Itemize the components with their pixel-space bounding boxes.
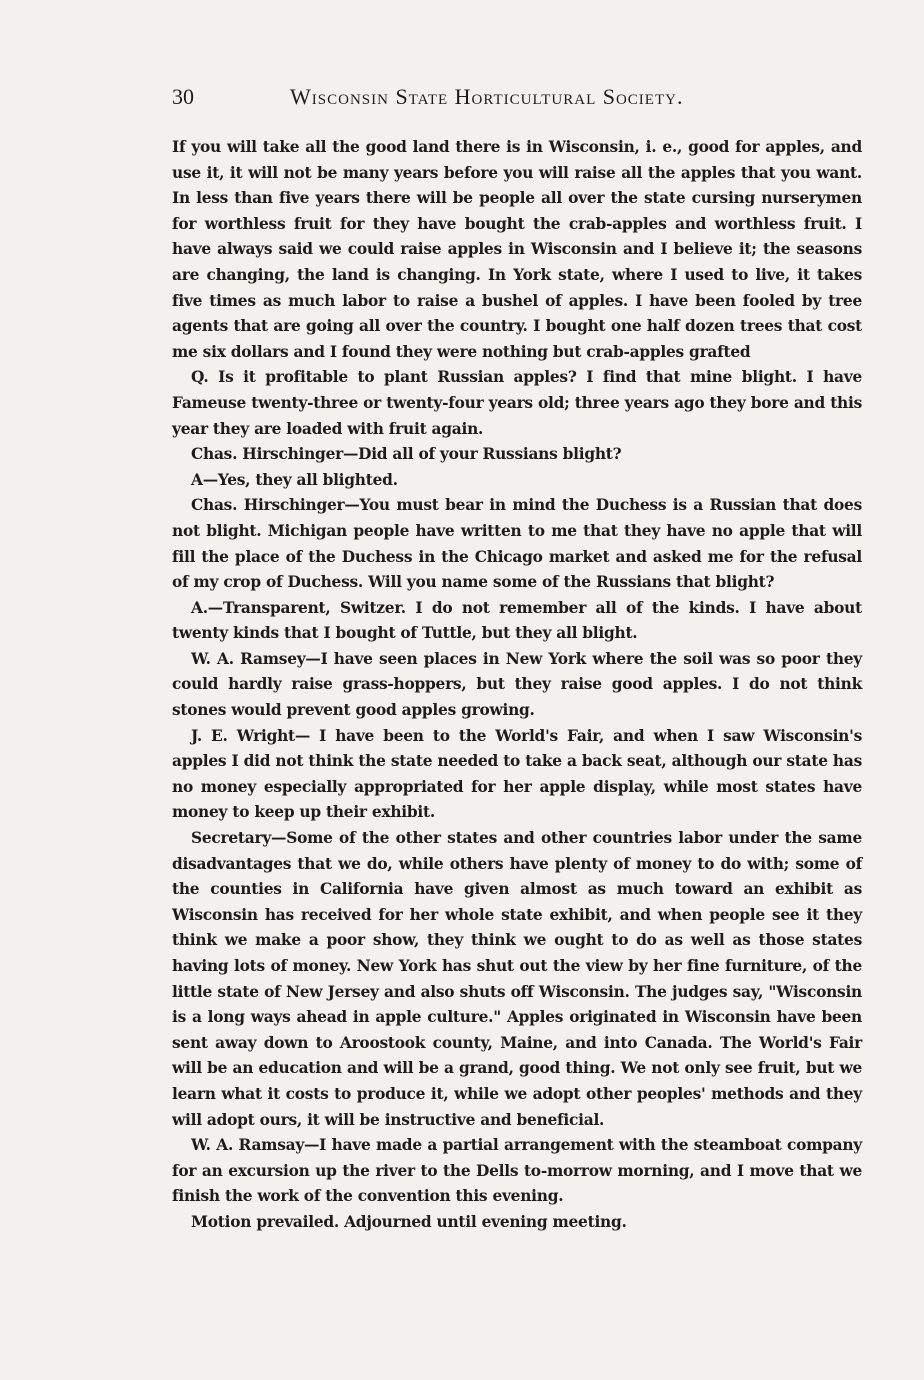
paragraph-secretary: Secretary—Some of the other states and other countries labor under the same disadvantages that we do, while others have plenty of money to do with; some of the counties in California have given almost as much toward an exhibit as Wisconsin has received for her whole state exhibit, and when people see it they think we make a poor show, they think we ought to do as well as those states having lots of money. New York has shut out the view by her fine furniture, of the little state of New Jersey and also shuts off Wisconsin. The judges say, "Wisconsin is a long ways ahead in apple culture." Apples originated in Wisconsin have been sent away down to Aroostook county, Maine, and into Canada. The World's Fair will be an education and will be a grand, good thing. We not only see fruit, but we learn what it costs to produce it, while we adopt other peoples' methods and they will adopt ours, it will be instructive and beneficial. (172, 829, 862, 1129)
page-number: 30 (172, 84, 194, 109)
paragraph-answer-blighted: A—Yes, they all blighted. (191, 470, 398, 489)
paragraph-hirschinger-duchess: Chas. Hirschinger—You must bear in mind the Duchess is a Russian that does not blight. Michigan people have written to me that they have no apple that will fill the place of the Duchess in the Chicago market and asked me for the refusal of my crop of Duchess. Will you name some of the Russians that blight? (172, 496, 862, 592)
paragraph-question-russian-apples: Q. Is it profitable to plant Russian apples? I find that mine blight. I have Fameuse twenty-three or twenty-four years old; three years ago they bore and this year they are loaded with fruit again. (172, 368, 862, 438)
running-head: Wisconsin State Horticultural Society. (290, 84, 684, 109)
paragraph-motion-prevailed: Motion prevailed. Adjourned until evening meeting. (191, 1212, 627, 1231)
paragraph-hirschinger-question: Chas. Hirschinger—Did all of your Russians blight? (191, 445, 622, 464)
paragraph-answer-transparent: A.—Transparent, Switzer. I do not remember all of the kinds. I have about twenty kinds that I bought of Tuttle, but they all blight. (172, 598, 862, 643)
paragraph-apples-in-wisconsin: If you will take all the good land there is in Wisconsin, i. e., good for apples, and use it, it will not be many years before you will raise all the apples that you want. In less than five years there will be people all over the state cursing nurserymen for worthless fruit for they have bought the crab-apples and worthless fruit. I have always said we could raise apples in Wisconsin and I believe it; the seasons are changing, the land is changing. In York state, where I used to live, it takes five times as much labor to raise a bushel of apples. I have been fooled by tree agents that are going all over the country. I bought one half dozen trees that cost me six dollars and I found they were nothing but crab-apples grafted (172, 138, 862, 361)
paragraph-wright-worlds-fair: J. E. Wright— I have been to the World's Fair, and when I saw Wisconsin's apples I did not think the state needed to take a back seat, although our state has no money especially appropriated for her apple display, while most states have money to keep up their exhibit. (172, 726, 862, 822)
body-text (172, 135, 862, 1236)
paragraph-ramsey-new-york: W. A. Ramsey—I have seen places in New York where the soil was so poor they could hardly raise grass-hoppers, but they raise good apples. I do not think stones would prevent good apples growing. (172, 649, 862, 720)
page-header (172, 82, 780, 112)
paragraph-ramsay-excursion: W. A. Ramsay—I have made a partial arrangement with the steamboat company for an excursion up the river to the Dells to-morrow morning, and I move that we finish the work of the convention this evening. (172, 1136, 862, 1206)
